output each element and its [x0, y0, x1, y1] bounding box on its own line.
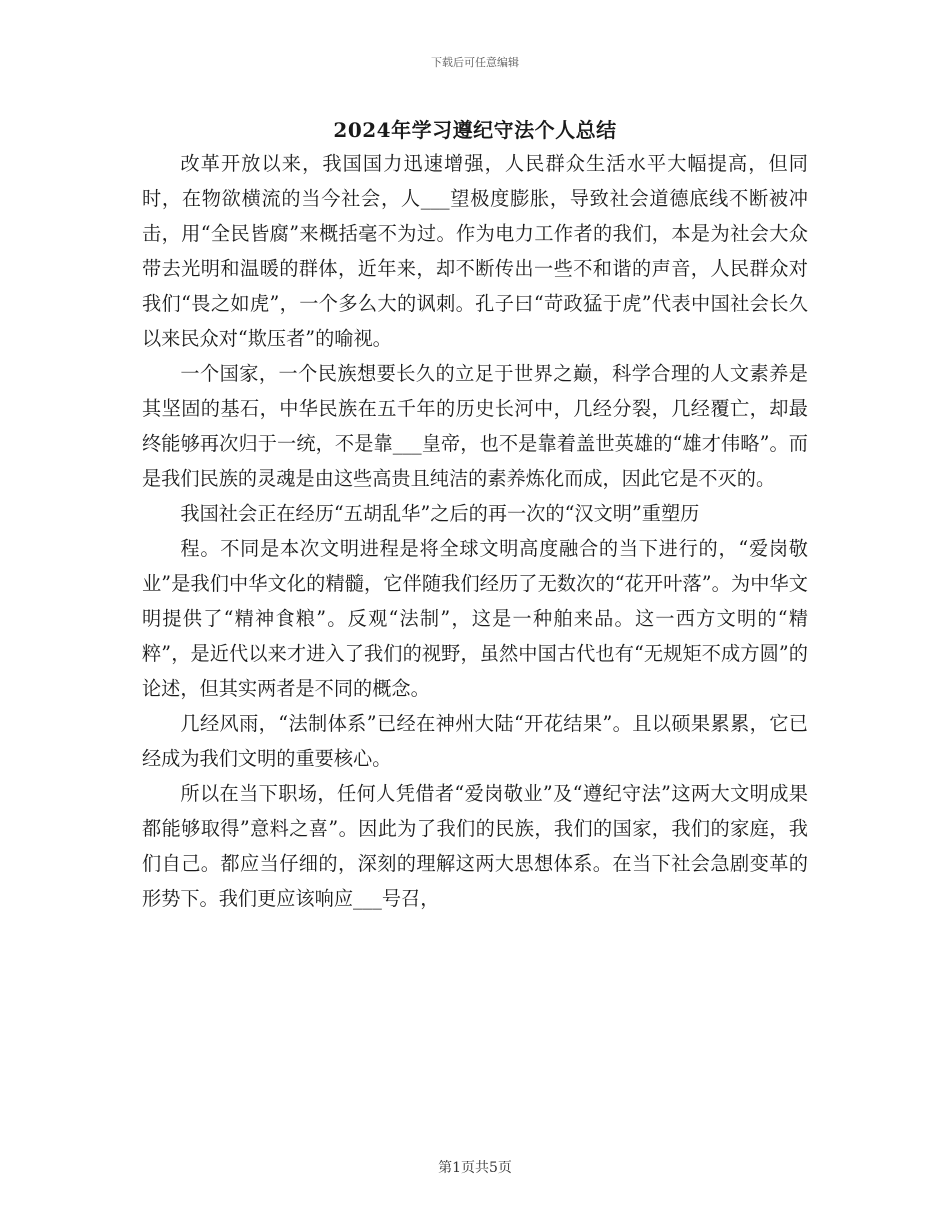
document-body [142, 146, 808, 916]
paragraph-3: 我国社会正在经历“五胡乱华”之后的再一次的“汉文明”重塑历 [180, 502, 700, 525]
paragraph-6: 所以在当下职场，任何人凭借者“爱岗敬业”及“遵纪守法”这两大文明成果都能够取得”意料之喜”。因此为了我们的民族，我们的国家，我们的家庭，我们自己。都应当仔细的，深刻的理解这两大思想体系。在当下社会急剧变革的形势下。我们更应该响应___号召， [142, 782, 808, 910]
page-indicator: 第1页共5页 [438, 1160, 512, 1176]
document-title: 2024年学习遵纪守法个人总结 [333, 118, 617, 142]
header-note: 下载后可任意编辑 [431, 56, 519, 69]
paragraph-4: 程。不同是本次文明进程是将全球文明高度融合的当下进行的，“爱岗敬业”是我们中华文化的精髓，它伴随我们经历了无数次的“花开叶落”。为中华文明提供了“精神食粮”。反观“法制”，这是一种舶来品。这一西方文明的“精粹”，是近代以来才进入了我们的视野，虽然中国古代也有“无规矩不成方圆”的论述，但其实两者是不同的概念。 [142, 537, 808, 700]
paragraph-2: 一个国家，一个民族想要长久的立足于世界之巅，科学合理的人文素养是其坚固的基石，中华民族在五千年的历史长河中，几经分裂，几经覆亡，却最终能够再次归于一统，不是靠___皇帝，也不是靠着盖世英雄的“雄才伟略”。而是我们民族的灵魂是由这些高贵且纯洁的素养炼化而成，因此它是不灭的。 [142, 362, 808, 490]
paragraph-5: 几经风雨，“法制体系”已经在神州大陆“开花结果”。且以硕果累累，它已经成为我们文明的重要核心。 [142, 712, 808, 770]
paragraph-1: 改革开放以来，我国国力迅速增强，人民群众生活水平大幅提高，但同时，在物欲横流的当今社会，人___望极度膨胀，导致社会道德底线不断被冲击，用“全民皆腐”来概括毫不为过。作为电力工作者的我们，本是为社会大众带去光明和温暖的群体，近年来，却不断传出一些不和谐的声音，人民群众对我们“畏之如虎”，一个多么大的讽刺。孔子曰“苛政猛于虎”代表中国社会长久以来民众对“欺压者”的喻视。 [142, 152, 808, 350]
